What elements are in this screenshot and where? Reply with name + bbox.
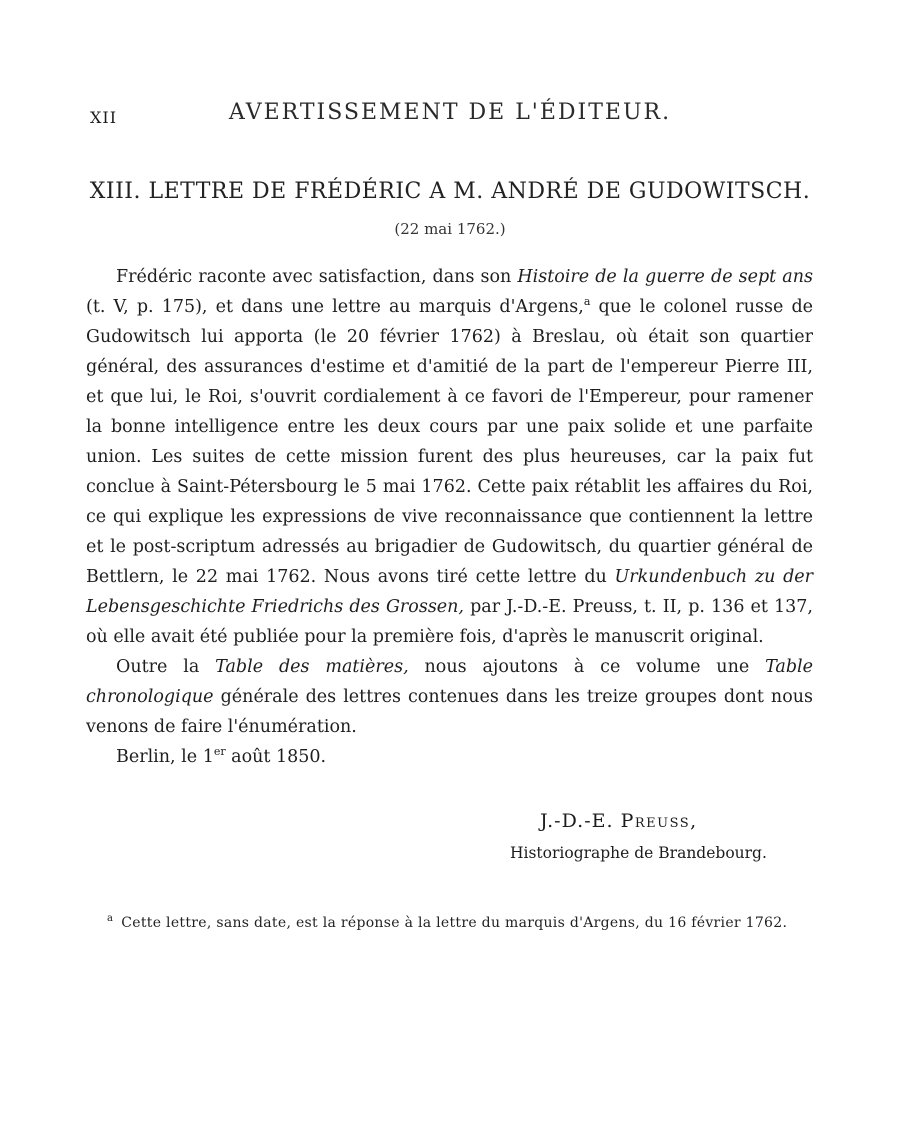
italic-title: Histoire de la guerre de sept ans [517,267,813,287]
footnote-marker: a [107,913,114,925]
footnote-marker[interactable]: a [583,295,591,309]
signature-title: Historiographe de Brandebourg. [510,844,767,862]
text-run: nous ajoutons à ce volume une [408,657,766,677]
footnote-text: Cette lettre, sans date, est la réponse à la lettre du marquis d'Argens, du 16 février 1762. [121,915,788,931]
text-run: août 1850. [225,747,327,767]
text-run: Outre la [116,657,216,677]
text-run: que le colonel russe de Gudowitsch lui apporta (le 20 février 1762) à Breslau, où était son quartier général, des assurances d'estime et d'amitié de la part de l'empereur Pierre III, et que lui, le Roi, s'ouvrit cordialement à ce favori de l'Empereur, pour ramener la bonne intelligence entre les deux cours par une paix solide et une parfaite union. Les suites de cette mission furent des plus heureuses, car la paix fut conclue à Saint-Pétersbourg le 5 mai 1762. Cette paix rétablit les affaires du Roi, ce qui explique les expressions de vive reconnaissance que contiennent la lettre et le post-scriptum adressés au brigadier de Gudowitsch, du quartier général de Bettlern, le 22 mai 1762. Nous avons tiré cette lettre du [86,297,814,587]
superscript: er [213,745,226,759]
running-head: AVERTISSEMENT DE L'ÉDITEUR. [228,100,672,125]
text-run: Berlin, le 1 [116,747,214,767]
signature-name: Preuss, [620,810,698,832]
paragraph-2 [86,652,813,742]
italic-title: Table des matières, [215,657,409,677]
italic-title: Table chronologique [86,657,813,707]
italic-title: Urkundenbuch zu der Lebensgeschichte Friedrichs des Grossen, [86,567,813,617]
text-run: générale des lettres contenues dans les treize groupes dont nous venons de faire l'énumération. [86,687,813,737]
signature [540,810,698,832]
signature-initials: J.-D.-E. [540,810,621,832]
body-text [86,262,813,772]
section-title: XIII. LETTRE DE FRÉDÉRIC A M. ANDRÉ DE GUDOWITSCH. [89,179,811,204]
footnote [107,915,807,931]
dateline [86,742,813,772]
section-date: (22 mai 1762.) [394,220,506,238]
page-number: XII [90,108,118,127]
text-run: Frédéric raconte avec satisfaction, dans son [116,267,518,287]
text-run: (t. V, p. 175), et dans une lettre au marquis d'Argens, [86,297,584,317]
text-run: par J.-D.-E. Preuss, t. II, p. 136 et 137, où elle avait été publiée pour la première fois, d'après le manuscrit original. [86,597,813,647]
paragraph-1 [86,262,813,652]
